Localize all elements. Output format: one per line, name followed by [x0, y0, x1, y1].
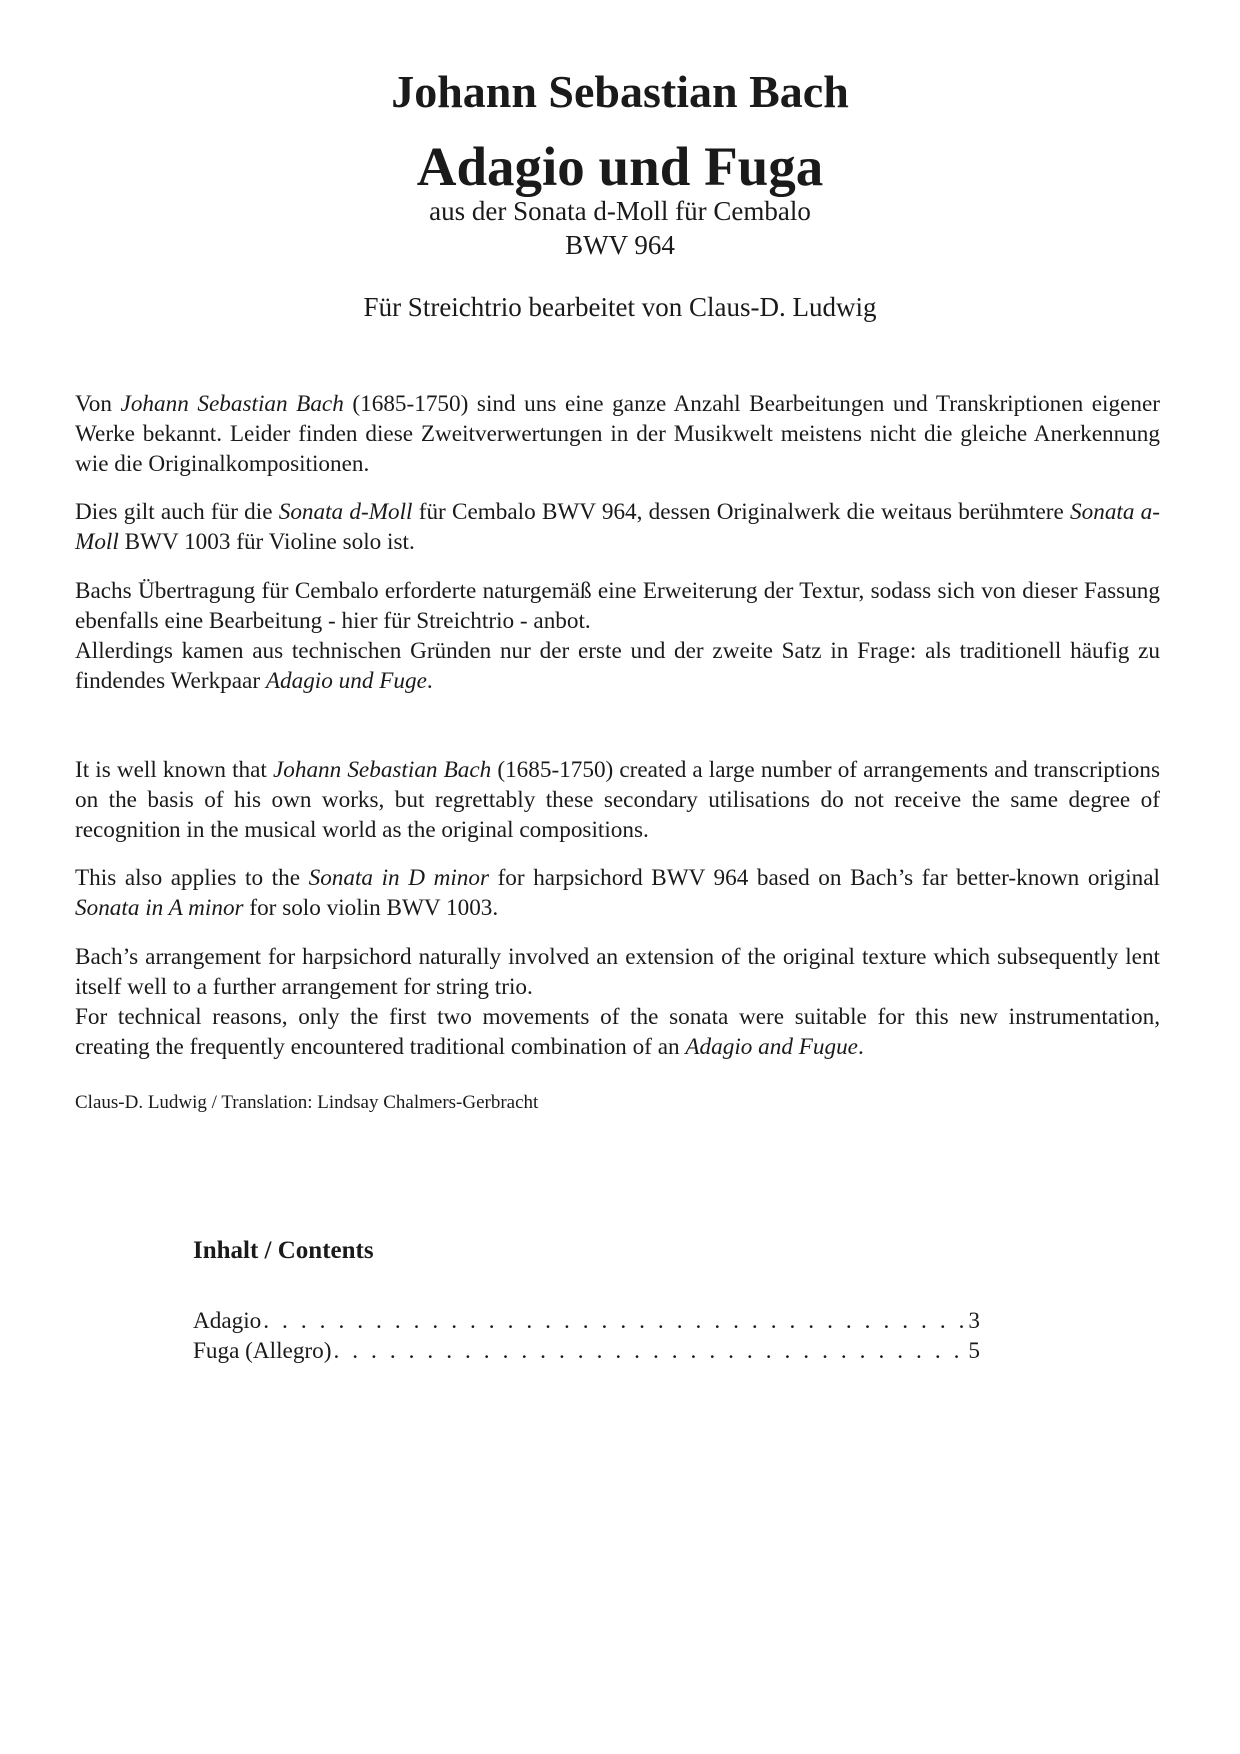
text-run: Dies gilt auch für die — [75, 499, 279, 525]
toc-entry-adagio[interactable] — [193, 1306, 980, 1336]
toc-label: Adagio — [193, 1308, 262, 1334]
toc-leader-dots — [333, 1336, 964, 1366]
text-run: Allerdings kamen aus technischen Gründen nur der erste und der zweite Satz in Frage: als traditionell häufig zu findendes Werkpaar — [75, 638, 1160, 694]
italic-run: Adagio und Fuge — [265, 668, 427, 694]
text-run: for solo violin BWV 1003. — [243, 895, 499, 921]
text-run: This also applies to the — [75, 865, 309, 891]
catalog-number: BWV 964 — [565, 230, 675, 260]
subtitle: aus der Sonata d-Moll für Cembalo — [429, 196, 811, 226]
italic-run: Sonata in A minor — [75, 895, 244, 921]
arranger-credit: Für Streichtrio bearbeitet von Claus-D. Ludwig — [363, 292, 877, 322]
italic-run: Sonata a-Moll — [75, 499, 1160, 555]
contents-heading: Inhalt / Contents — [193, 1237, 374, 1264]
german-paragraph-2 — [75, 497, 1160, 557]
text-run: . — [857, 1034, 864, 1060]
author-translator-credit: Claus-D. Ludwig / Translation: Lindsay Chalmers-Gerbracht — [75, 1092, 539, 1113]
text-run: (1685-1750) created a large number of arrangements and transcriptions on the basis of his own works, but regrettably these secondary utilisations do not receive the same degree of recognition in the musical world as the original compositions. — [75, 757, 1160, 843]
text-run: for harpsichord BWV 964 based on Bach’s far better-known original — [488, 865, 1160, 891]
toc-label: Fuga (Allegro) — [193, 1338, 332, 1364]
text-run: Von — [75, 391, 121, 417]
text-run: für Cembalo BWV 964, dessen Originalwerk die weitaus berühmtere — [412, 499, 1071, 525]
toc-page-number: 5 — [968, 1338, 980, 1364]
italic-run: Sonata in D minor — [308, 865, 489, 891]
italic-run: Johann Sebastian Bach — [120, 391, 344, 417]
toc-page-number: 3 — [968, 1308, 980, 1334]
italic-run: Adagio and Fugue — [685, 1034, 858, 1060]
text-run: For technical reasons, only the first two movements of the sonata were suitable for this new instrumentation, creating the frequently encountered traditional combination of an — [75, 1004, 1160, 1060]
text-line: Bachs Übertragung für Cembalo erforderte naturgemäß eine Erweiterung der Textur, sodass sich von dieser Fassung ebenfalls eine Bearbeitung - hier für Streichtrio - anbot. — [75, 578, 1160, 634]
italic-run: Johann Sebastian Bach — [272, 757, 492, 783]
composer-name: Johann Sebastian Bach — [391, 66, 849, 117]
text-line: Bach’s arrangement for harpsichord naturally involved an extension of the original texture which subsequently lent itself well to a further arrangement for string trio. — [75, 944, 1160, 1000]
english-paragraph-2 — [75, 863, 1160, 923]
page-title: Adagio und Fuga — [416, 136, 824, 197]
text-run: BWV 1003 für Violine solo ist. — [118, 529, 415, 555]
text-run: . — [426, 668, 433, 694]
english-paragraph-1 — [75, 755, 1160, 845]
german-paragraph-3 — [75, 576, 1160, 696]
toc-entry-fuga[interactable] — [193, 1336, 980, 1366]
english-paragraph-3 — [75, 942, 1160, 1062]
table-of-contents — [193, 1306, 980, 1366]
toc-leader-dots — [263, 1306, 964, 1336]
italic-run: Sonata d-Moll — [278, 499, 413, 525]
text-run: It is well known that — [75, 757, 273, 783]
text-run: (1685-1750) sind uns eine ganze Anzahl Bearbeitungen und Transkriptionen eigener Werke bekannt. Leider finden diese Zweitverwertungen in der Musikwelt meistens nicht die gleiche Anerkennung wie die Originalkompositionen. — [75, 391, 1160, 477]
german-paragraph-1 — [75, 389, 1160, 479]
